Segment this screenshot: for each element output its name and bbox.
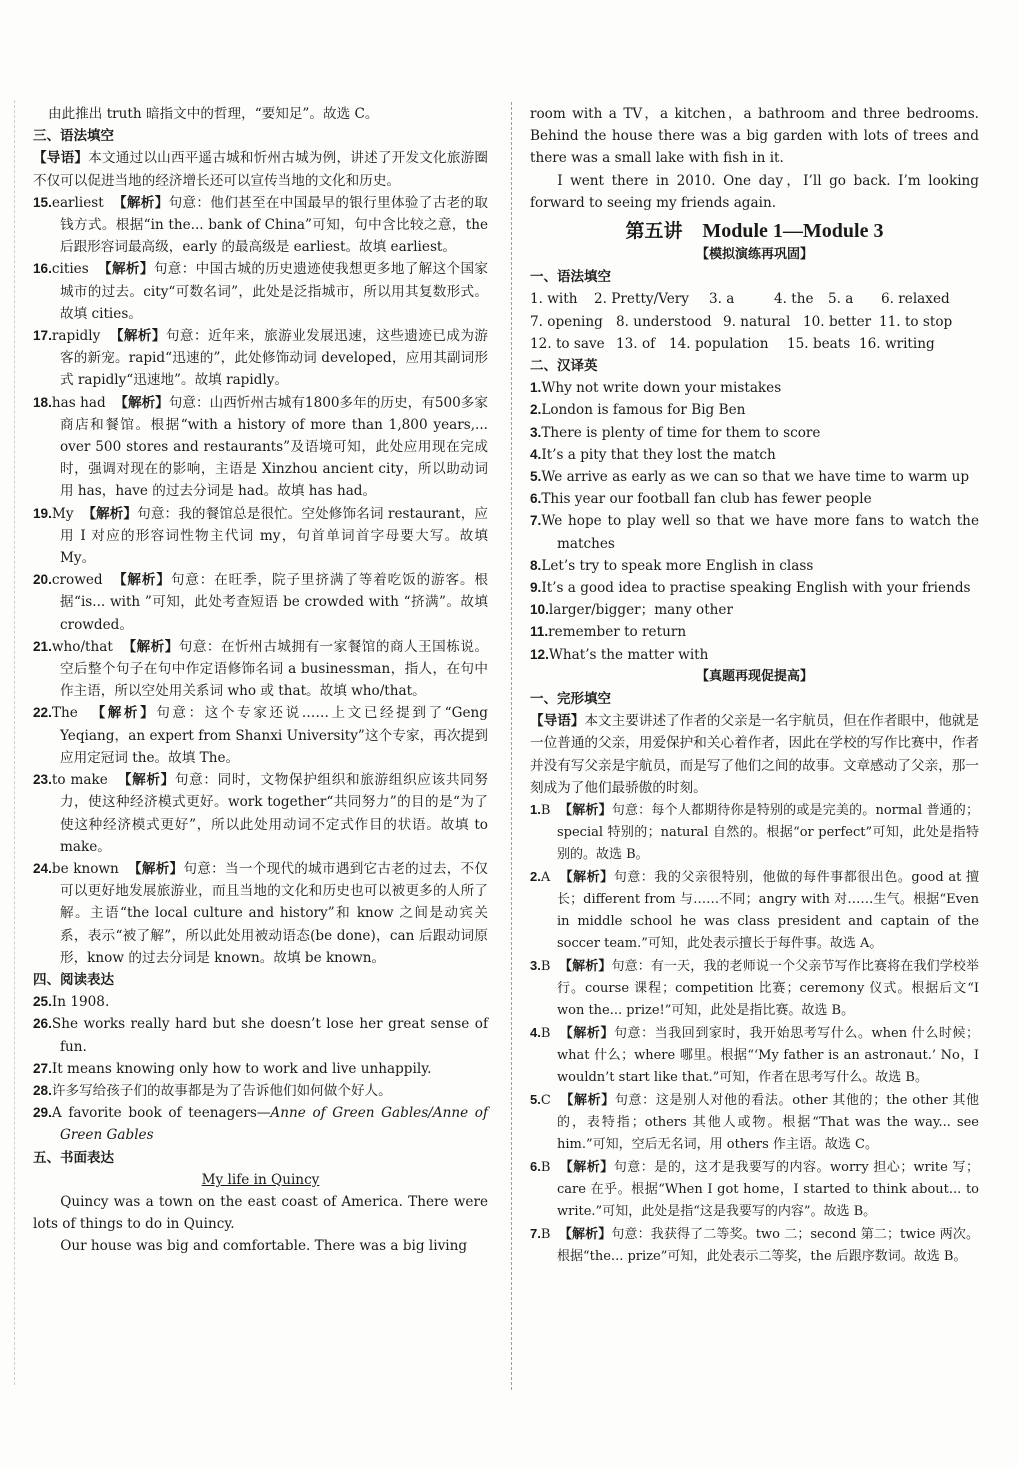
- item-number: 25.: [33, 994, 52, 1010]
- continued-text: 由此推出 truth 暗指文中的哲理，“要知足”。故选 C。: [48, 106, 379, 122]
- answer-cell: 16. writing: [859, 335, 935, 352]
- item-number: 29.: [33, 1105, 52, 1121]
- section-heading-cloze: 一、完形填空: [530, 691, 611, 708]
- section-heading-grammar: 三、语法填空: [33, 128, 114, 145]
- answer-cell: 9. natural: [723, 313, 791, 330]
- item-number: 23.: [33, 772, 52, 788]
- subsection-practice: 【模拟演练再巩固】: [695, 247, 813, 263]
- item-answer: B: [540, 803, 551, 819]
- cloze-guide-paragraph: [530, 710, 979, 799]
- analysis-tag: 【解析】: [112, 572, 171, 589]
- item-number: 6.: [530, 491, 542, 507]
- item-answer: B: [540, 1160, 551, 1176]
- item-answer: who/that: [51, 638, 113, 655]
- item-number: 7.: [530, 513, 542, 529]
- item-answer: We arrive as early as we can so that we have time to warm up: [541, 469, 970, 486]
- answer-item-18: [33, 392, 488, 503]
- answer-cell: 1. with: [530, 291, 578, 308]
- item-number: 27.: [33, 1060, 52, 1076]
- item-number: 28.: [33, 1082, 52, 1098]
- item-number: 8.: [530, 557, 542, 573]
- item-answer: This year our football fan club has fewer people: [541, 491, 872, 508]
- section-heading-writing: 五、书面表达: [33, 1149, 114, 1166]
- item-number: 21.: [33, 638, 52, 654]
- item-number: 3.: [530, 424, 542, 440]
- item-answer: It’s a pity that they lost the match: [541, 446, 776, 463]
- answer-cell: 5. a: [828, 291, 854, 308]
- answer-item-17: [33, 325, 488, 392]
- item-number: 18.: [33, 394, 52, 410]
- item-answer: The: [51, 705, 78, 722]
- analysis-tag: 【解析】: [122, 638, 179, 655]
- analysis-tag: 【解析】: [127, 860, 184, 877]
- subsection-real-exam: 【真题再现促提高】: [695, 668, 813, 684]
- answer-cell: 12. to save: [530, 335, 605, 352]
- answer-item-23: [33, 769, 488, 858]
- answer-item-15: [33, 192, 488, 259]
- analysis-tag: 【解析】: [114, 394, 169, 411]
- translation-item-3: [530, 422, 979, 444]
- item-answer: cities: [51, 261, 89, 278]
- translation-item-11: [530, 621, 979, 643]
- item-answer: A favorite book of teenagers—: [51, 1105, 271, 1122]
- analysis-tag: 【解析】: [559, 1026, 614, 1042]
- analysis-tag: 【解析】: [558, 1227, 612, 1243]
- essay-paragraph-3: I went there in 2010. One day，I’ll go back. I’m looking forward to seeing my friends again.: [530, 172, 979, 211]
- right-column: [530, 103, 979, 1268]
- item-number: 1.: [530, 380, 542, 396]
- item-explanation: 句意：近年来，旅游业发展迅速，这些遗迹已成为游客的新宠。rapid“迅速的”，此处修饰动词 developed，应用其副词形式 rapidly“迅速地”。故填 rapidly。: [60, 328, 489, 389]
- item-explanation: 句意：在忻州古城拥有一家餐馆的商人王国栋说。空后整个句子在句中作定语修饰名词 a businessman，指人，在句中作主语，所以空处用关系词 who 或 that。故填 who/that。: [60, 638, 488, 700]
- translation-item-9: [530, 577, 979, 599]
- cloze-item-7: [530, 1223, 979, 1268]
- translation-item-12: [530, 644, 979, 666]
- cloze-item-2: [530, 866, 979, 955]
- item-explanation: 句意：他们甚至在中国最早的银行里体验了古老的取钱方式。根据“in the... bank of China”可知，句中含比较之意，the 后跟形容词最高级，early 的最高级是 earliest。故填 earliest。: [60, 194, 489, 256]
- essay-paragraph-1: Quincy was a town on the east coast of America. There were lots of things to do in Quincy.: [33, 1193, 488, 1233]
- item-number: 19.: [33, 505, 52, 521]
- item-answer: to make: [51, 772, 108, 789]
- item-answer: has had: [51, 394, 106, 411]
- item-number: 10.: [530, 602, 549, 618]
- answer-cell: 11. to stop: [879, 313, 953, 330]
- item-number: 20.: [33, 572, 52, 588]
- item-explanation: 句意：我的餐馆总是很忙。空处修饰名词 restaurant，应用 I 对应的形容词性物主代词 my，句首单词首字母要大写。故填 My。: [60, 505, 488, 567]
- answer-row-3: [530, 333, 979, 355]
- item-number: 24.: [33, 860, 52, 876]
- analysis-tag: 【解析】: [117, 772, 175, 789]
- analysis-tag: 【解析】: [559, 803, 612, 819]
- item-explanation: 句意：山西忻州古城有1800多年的历史，有500多家商店和餐馆。根据“with a history of more than 1,800 years,... over 500 stores and restaurants”及语境可知，此处应用现在完成时，强调对现在的影响，主语是 Xinzhou ancient city，所以助动词用 has，have 的过去分词是 had。故填 has had。: [60, 394, 488, 500]
- analysis-tag: 【解析】: [558, 959, 612, 975]
- answer-cell: 15. beats: [787, 335, 851, 352]
- guide-tag: 【导语】: [530, 713, 585, 730]
- section-heading-grammar-fill: 一、语法填空: [530, 269, 611, 286]
- lecture-modules: Module 1—Module 3: [702, 220, 884, 243]
- analysis-tag: 【解析】: [82, 505, 138, 522]
- cloze-item-3: [530, 955, 979, 1022]
- item-answer: be known: [51, 860, 119, 877]
- item-answer: rapidly: [51, 328, 101, 345]
- item-number: 3.: [530, 958, 541, 974]
- item-answer: It means knowing only how to work and live unhappily.: [51, 1060, 432, 1077]
- item-answer: It’s a good idea to practise speaking English with your friends: [541, 580, 971, 597]
- answer-cell: 4. the: [774, 291, 814, 308]
- answer-cell: 8. understood: [616, 313, 712, 330]
- item-explanation: 句意：每个人都期待你是特别的或是完美的。normal 普通的；special 特别的；natural 自然的。根据“or perfect”可知，此处是指特别的。故选 B。: [557, 803, 979, 863]
- item-explanation: 句意：是的，这才是我要写的内容。worry 担心；write 写；care 在乎。根据“When I got home，I started to think about... to write.”可知，此处是指“这是我要写的内容”。故选 B。: [557, 1160, 979, 1220]
- section-heading-reading: 四、阅读表达: [33, 971, 114, 988]
- analysis-tag: 【解析】: [113, 194, 169, 211]
- page-edge-line: [14, 100, 15, 1385]
- item-explanation: 句意：这是别人对他的看法。other 其他的；the other 其他的，表特指；others 其他人或物。根据“That was the way... see him.”可知，空后无名词，用 others 作主语。故选 C。: [557, 1093, 979, 1153]
- translation-item-2: [530, 399, 979, 421]
- lecture-heading: [530, 218, 979, 244]
- translation-item-6: [530, 488, 979, 510]
- item-answer: larger/bigger；many other: [548, 602, 733, 619]
- analysis-tag: 【解析】: [559, 1160, 614, 1176]
- reading-item-29: [33, 1102, 488, 1146]
- item-answer: There is plenty of time for them to score: [541, 424, 821, 441]
- guide-tag: 【导语】: [33, 150, 89, 167]
- left-column: [33, 103, 488, 1258]
- cloze-item-1: [530, 799, 979, 866]
- answer-cell: 10. better: [803, 313, 872, 330]
- translation-item-10: [530, 599, 979, 621]
- cloze-item-5: [530, 1089, 979, 1156]
- answer-item-16: [33, 258, 488, 325]
- item-explanation: 句意：有一天，我的老师说一个父亲节写作比赛将在我们学校举行。course 课程；competition 比赛；ceremony 仪式。根据后文“I won the... prize!”可知，此处是指比赛。故选 B。: [557, 959, 979, 1019]
- item-number: 1.: [530, 802, 541, 818]
- item-number: 12.: [530, 646, 549, 662]
- item-number: 26.: [33, 1016, 52, 1032]
- section-heading-translation: 二、汉译英: [530, 358, 598, 375]
- analysis-tag: 【解析】: [109, 328, 166, 345]
- reading-item-25: [33, 991, 488, 1013]
- item-answer: crowed: [51, 572, 103, 589]
- answer-item-20: [33, 569, 488, 636]
- analysis-tag: 【解析】: [91, 705, 157, 722]
- answer-item-19: [33, 503, 488, 570]
- guide-text: 本文主要讲述了作者的父亲是一名宇航员，但在作者眼中，他就是一位普通的父亲，用爱保护和关心着作者，因此在学校的写作比赛中，作者并没有写父亲是宇航员，而是写了他们之间的故事。文章感动了父亲，那一刻成为了他们最骄傲的时刻。: [530, 713, 980, 796]
- answer-cell: 14. population: [669, 335, 769, 352]
- item-number: 5.: [530, 1092, 541, 1108]
- item-answer: A: [540, 870, 551, 886]
- item-answer: B: [540, 1026, 551, 1042]
- item-number: 5.: [530, 469, 542, 485]
- item-number: 15.: [33, 194, 52, 210]
- item-explanation: 句意：我获得了二等奖。two 二；second 第二；twice 两次。根据“the... prize”可知，此处表示二等奖，the 后跟序数词。故选 B。: [557, 1227, 979, 1265]
- item-explanation: 句意：这个专家还说……上文已经提到了“Geng Yeqiang，an expert from Shanxi University”这个专家，再次提到应用定冠词 the。故填 The。: [60, 705, 488, 766]
- item-number: 22.: [33, 705, 52, 721]
- item-number: 16.: [33, 261, 52, 277]
- item-number: 4.: [530, 446, 542, 462]
- analysis-tag: 【解析】: [560, 1093, 615, 1109]
- book-title: Anne of Green Gables/Anne of Green Gables: [60, 1105, 489, 1144]
- item-answer: 许多写给孩子们的故事都是为了告诉他们如何做个好人。: [51, 1082, 392, 1099]
- item-answer: We hope to play well so that we have more fans to watch the matches: [541, 513, 979, 552]
- item-explanation: 句意：我的父亲很特别，他做的每件事都很出色。good at 擅长；different from 与……不同；angry with 对……生气。根据“Even in middle school he was class president and captain of the soccer team.”可知，此处表示擅长于每件事。故选 A。: [557, 870, 979, 952]
- answer-row-1: [530, 288, 979, 310]
- item-explanation: 句意：中国古城的历史遗迹使我想更多地了解这个国家城市的过去。city“可数名词”，此处是泛指城市，所以用其复数形式。故填 cities。: [60, 261, 489, 322]
- answer-cell: 13. of: [616, 335, 656, 352]
- translation-item-7: [530, 510, 979, 554]
- item-answer: She works really hard but she doesn’t lose her great sense of fun.: [51, 1016, 488, 1055]
- answer-cell: 2. Pretty/Very: [594, 291, 689, 308]
- analysis-tag: 【解析】: [559, 870, 614, 886]
- item-answer: earliest: [51, 194, 104, 211]
- item-answer: C: [540, 1093, 551, 1109]
- lecture-number: 第五讲: [625, 220, 683, 243]
- item-number: 17.: [33, 328, 52, 344]
- translation-item-4: [530, 444, 979, 466]
- essay-title: My life in Quincy: [201, 1171, 320, 1188]
- analysis-tag: 【解析】: [98, 261, 154, 278]
- item-explanation: 句意：当我回到家时，我开始思考写什么。when 什么时候；what 什么；where 哪里。根据“‘My father is an astronaut.’ No，I wouldn’t start like that.”可知，作者在思考写什么。故选 B。: [557, 1026, 979, 1086]
- guide-paragraph: [33, 147, 488, 191]
- item-number: 6.: [530, 1159, 541, 1175]
- item-number: 2.: [530, 402, 542, 418]
- item-answer: My: [51, 505, 74, 522]
- item-number: 9.: [530, 580, 542, 596]
- item-explanation: 句意：同时，文物保护组织和旅游组织应该共同努力，使这种经济模式更好。work together“共同努力”的目的是“为了使这种经济模式更好”，所以此处用动词不定式作目的状语。故填 to make。: [60, 772, 488, 855]
- item-answer: remember to return: [548, 624, 687, 641]
- reading-item-27: [33, 1058, 488, 1080]
- guide-text: 本文通过以山西平遥古城和忻州古城为例，讲述了开发文化旅游圈不仅可以促进当地的经济增长还可以宣传当地的文化和历史。: [33, 150, 489, 189]
- item-answer: In 1908.: [51, 994, 110, 1011]
- item-number: 11.: [530, 624, 549, 640]
- item-answer: B: [540, 1227, 551, 1243]
- essay-paragraph-2: Our house was big and comfortable. There was a big living: [60, 1238, 468, 1255]
- answer-cell: 6. relaxed: [881, 291, 950, 308]
- essay-paragraph-2-continued: room with a TV，a kitchen，a bathroom and three bedrooms. Behind the house there was a big garden with lots of trees and there was a small lake with fish in it.: [530, 106, 979, 167]
- reading-item-28: [33, 1080, 488, 1102]
- answer-item-22: [33, 702, 488, 769]
- column-divider: [511, 102, 512, 1390]
- cloze-item-6: [530, 1156, 979, 1223]
- item-explanation: 句意：在旺季，院子里挤满了等着吃饭的游客。根据“is... with ”可知，此处考查短语 be crowded with “挤满”。故填 crowded。: [60, 572, 489, 633]
- reading-item-26: [33, 1013, 488, 1057]
- answer-cell: 3. a: [709, 291, 735, 308]
- answer-item-21: [33, 636, 488, 703]
- item-answer: What’s the matter with: [548, 646, 709, 663]
- translation-item-5: [530, 466, 979, 488]
- answer-item-24: [33, 858, 488, 969]
- translation-item-1: [530, 377, 979, 399]
- cloze-item-4: [530, 1022, 979, 1089]
- item-number: 4.: [530, 1025, 541, 1041]
- item-explanation: 句意：当一个现代的城市遇到它古老的过去，不仅可以更好地发展旅游业，而且当地的文化和历史也可以被更多的人所了解。主语“the local culture and history”和 know 之间是动宾关系，表示“被了解”，所以此处用被动语态(be done)，can 后跟动词原形，know 的过去分词是 known。故填 be known。: [60, 860, 489, 966]
- answer-cell: 7. opening: [530, 313, 603, 330]
- item-answer: London is famous for Big Ben: [541, 402, 746, 419]
- answer-row-2: [530, 311, 979, 333]
- item-number: 2.: [530, 869, 541, 885]
- item-answer: Let’s try to speak more English in class: [541, 557, 814, 574]
- translation-item-8: [530, 555, 979, 577]
- item-number: 7.: [530, 1226, 541, 1242]
- item-answer: B: [540, 959, 551, 975]
- item-answer: Why not write down your mistakes: [541, 380, 782, 397]
